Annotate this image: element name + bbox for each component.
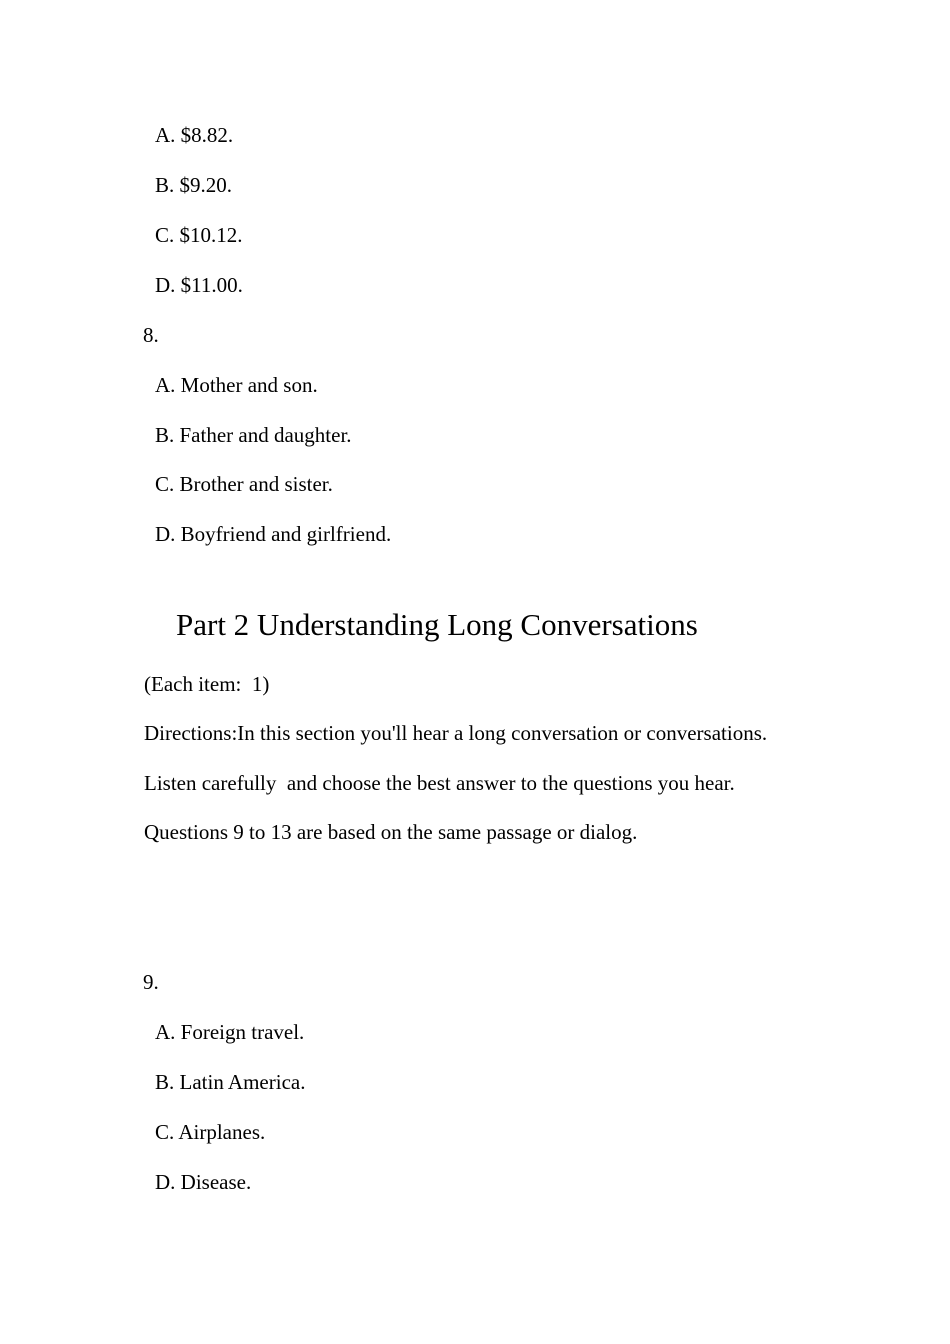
q9-option-b[interactable]: B. Latin America. [155, 1070, 306, 1094]
q9-option-d[interactable]: D. Disease. [155, 1170, 252, 1194]
q8-option-c[interactable]: C. Brother and sister. [155, 472, 333, 496]
q9-option-c[interactable]: C. Airplanes. [155, 1120, 266, 1144]
q8-option-d[interactable]: D. Boyfriend and girlfriend. [155, 522, 392, 546]
directions-line-1: Directions:In this section you'll hear a long conversation or conversations. [144, 721, 768, 745]
q7-option-b[interactable]: B. $9.20. [155, 173, 233, 197]
q8-option-a[interactable]: A. Mother and son. [155, 373, 318, 397]
q7-option-a[interactable]: A. $8.82. [155, 123, 234, 147]
directions-line-3: Questions 9 to 13 are based on the same passage or dialog. [144, 820, 638, 844]
score-note: (Each item: 1) [144, 672, 270, 696]
q7-option-c[interactable]: C. $10.12. [155, 223, 243, 247]
section-heading: Part 2 Understanding Long Conversations [176, 607, 698, 642]
q8-number: 8. [143, 323, 159, 347]
directions-line-2: Listen carefully and choose the best answer to the questions you hear. [144, 771, 735, 795]
q8-option-b[interactable]: B. Father and daughter. [155, 423, 352, 447]
q7-option-d[interactable]: D. $11.00. [155, 273, 243, 297]
q9-number: 9. [143, 970, 159, 994]
q9-option-a[interactable]: A. Foreign travel. [155, 1020, 305, 1044]
